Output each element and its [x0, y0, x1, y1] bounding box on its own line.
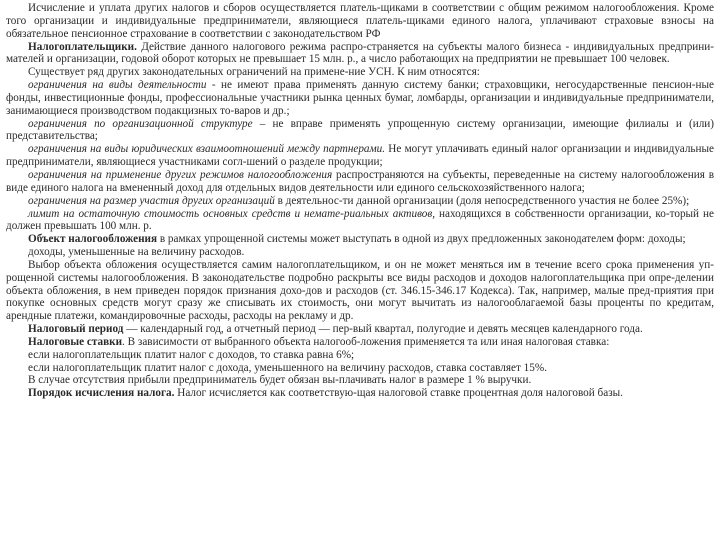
- paragraph-p12: [6, 259, 714, 323]
- paragraph-p17: [6, 374, 714, 387]
- text-run: . В зависимости от выбранного объекта налогооб-ложения применяется та или иная налоговая ставка:: [122, 335, 610, 348]
- paragraph-p13: [6, 323, 714, 336]
- text-run: находящихся в собственности организации, ко-торый не должен превышать 100 млн. р.: [6, 207, 715, 233]
- bold-term: Порядок исчисления налога.: [28, 387, 175, 400]
- text-run: Действие данного налогового режима распро-страняется на субъекты малого бизнеса - индивидуальных предприни-мателей и организации, годовой оборот которых не превышает 15 млн. р., а число работающих на предприятии не превышает 100 человек.: [6, 40, 714, 66]
- paragraph-p2: [6, 41, 714, 67]
- bold-term: Объект налогообложения: [28, 233, 158, 246]
- italic-term: ограничения на виды юридических взаимоотношений между партнерами.: [28, 143, 386, 156]
- text-run: Налог исчисляется как соответствую-щая налоговой ставке процентная доля налоговой базы.: [174, 387, 623, 400]
- bold-term: Налоговый период: [28, 323, 124, 336]
- text-run: в деятельнос-ти данной организации (доля непосредственного участия не более 25%);: [274, 194, 690, 207]
- text-run: Выбор объекта обложения осуществляется самим налогоплательщиком, и он не может меняться им в течение всего срока применения уп-рощенной системы налогообложения. В законодательстве подробно раскрыты все виды расходов и доходов налогоплательщика при опре-делении объекта обложения, в нем приведен порядок признания дохо-дов и расходов (ст. 346.15-346.17 Кодекса). Так, например, малые пред-приятия при покупке основных средств могут сразу же списывать их стоимость, они могут вычитать из налогооблагаемой базы проценты по кредитам, арендные платежи, командировочные расходы, расходы на рекламу и др.: [6, 258, 714, 323]
- paragraph-p14: [6, 336, 714, 349]
- paragraph-p9: [6, 208, 714, 234]
- italic-term: лимит на остаточную стоимость основных средств и немате-риальных активов,: [28, 207, 436, 220]
- text-run: - не имеют права применять данную систему банки; страховщики, негосударственные пенсион-ные фонды, инвестиционные фонды, профессиональные участники рынка ценных бумаг, ломбарды, организации и индивидуальные предприниматели, занимающиеся производством подакцизных то-варов и др.;: [6, 79, 714, 117]
- text-run: — календарный год, а отчетный период — пер-вый квартал, полугодие и девять месяцев календарного года.: [123, 323, 643, 336]
- paragraph-p7: [6, 169, 714, 195]
- italic-term: ограничения на размер участия других организаций: [28, 194, 275, 207]
- paragraph-p18: [6, 387, 714, 400]
- bold-term: Налогоплательщики.: [28, 40, 137, 53]
- text-run: – не вправе применять упрощенную систему организации, имеющие филиалы и (или) представительства;: [6, 117, 715, 143]
- paragraph-p16: [6, 362, 714, 375]
- paragraph-p10: [6, 233, 714, 246]
- paragraph-p11: [6, 246, 714, 259]
- document-body: [6, 2, 714, 400]
- text-run: если налогоплательщик платит налог с дохода, уменьшенного на величину расходов, ставка составляет 15%.: [28, 361, 547, 374]
- text-run: распространяются на субъекты, переведенные на систему налогообложения в виде единого налога на вмененный доход для отдельных видов деятельности или единого сельскохозяйственного налога;: [6, 168, 714, 194]
- text-run: если налогоплательщик платит налог с доходов, то ставка равна 6%;: [28, 348, 355, 361]
- text-run: в рамках упрощенной системы может выступать в одной из двух предложенных законодателем форм: доходы;: [157, 233, 686, 246]
- paragraph-p3: [6, 66, 714, 79]
- paragraph-p8: [6, 195, 714, 208]
- text-run: Исчисление и уплата других налогов и сборов осуществляется платель-щиками в соответствии с общим режимом налогообложения. Кроме того организации и индивидуальные предприниматели, являющиеся платель-щиками единого налога, уплачивают страховые взносы на обязательное пенсионное страхование в соответствии с законодательством РФ: [6, 2, 714, 40]
- paragraph-p1: [6, 2, 714, 41]
- text-run: Существует ряд других законодательных ограничений на примене-ние УСН. К ним относятся:: [28, 66, 480, 79]
- italic-term: ограничения на виды деятельности: [28, 79, 207, 92]
- text-run: Не могут уплачивать единый налог организации и индивидуальные предприниматели, являющиеся участниками согл-шений о разделе продукции;: [6, 143, 714, 169]
- text-run: доходы, уменьшенные на величину расходов.: [28, 246, 245, 259]
- italic-term: ограничения на применение других режимов налогообложения: [28, 168, 333, 181]
- paragraph-p5: [6, 118, 714, 144]
- paragraph-p15: [6, 349, 714, 362]
- paragraph-p6: [6, 143, 714, 169]
- bold-term: Налоговые ставки: [28, 335, 123, 348]
- text-run: В случае отсутствия прибыли предприниматель будет обязан вы-плачивать налог в размере 1 % выручки.: [28, 374, 532, 387]
- italic-term: ограничения по организационной структуре: [28, 117, 253, 130]
- paragraph-p4: [6, 79, 714, 118]
